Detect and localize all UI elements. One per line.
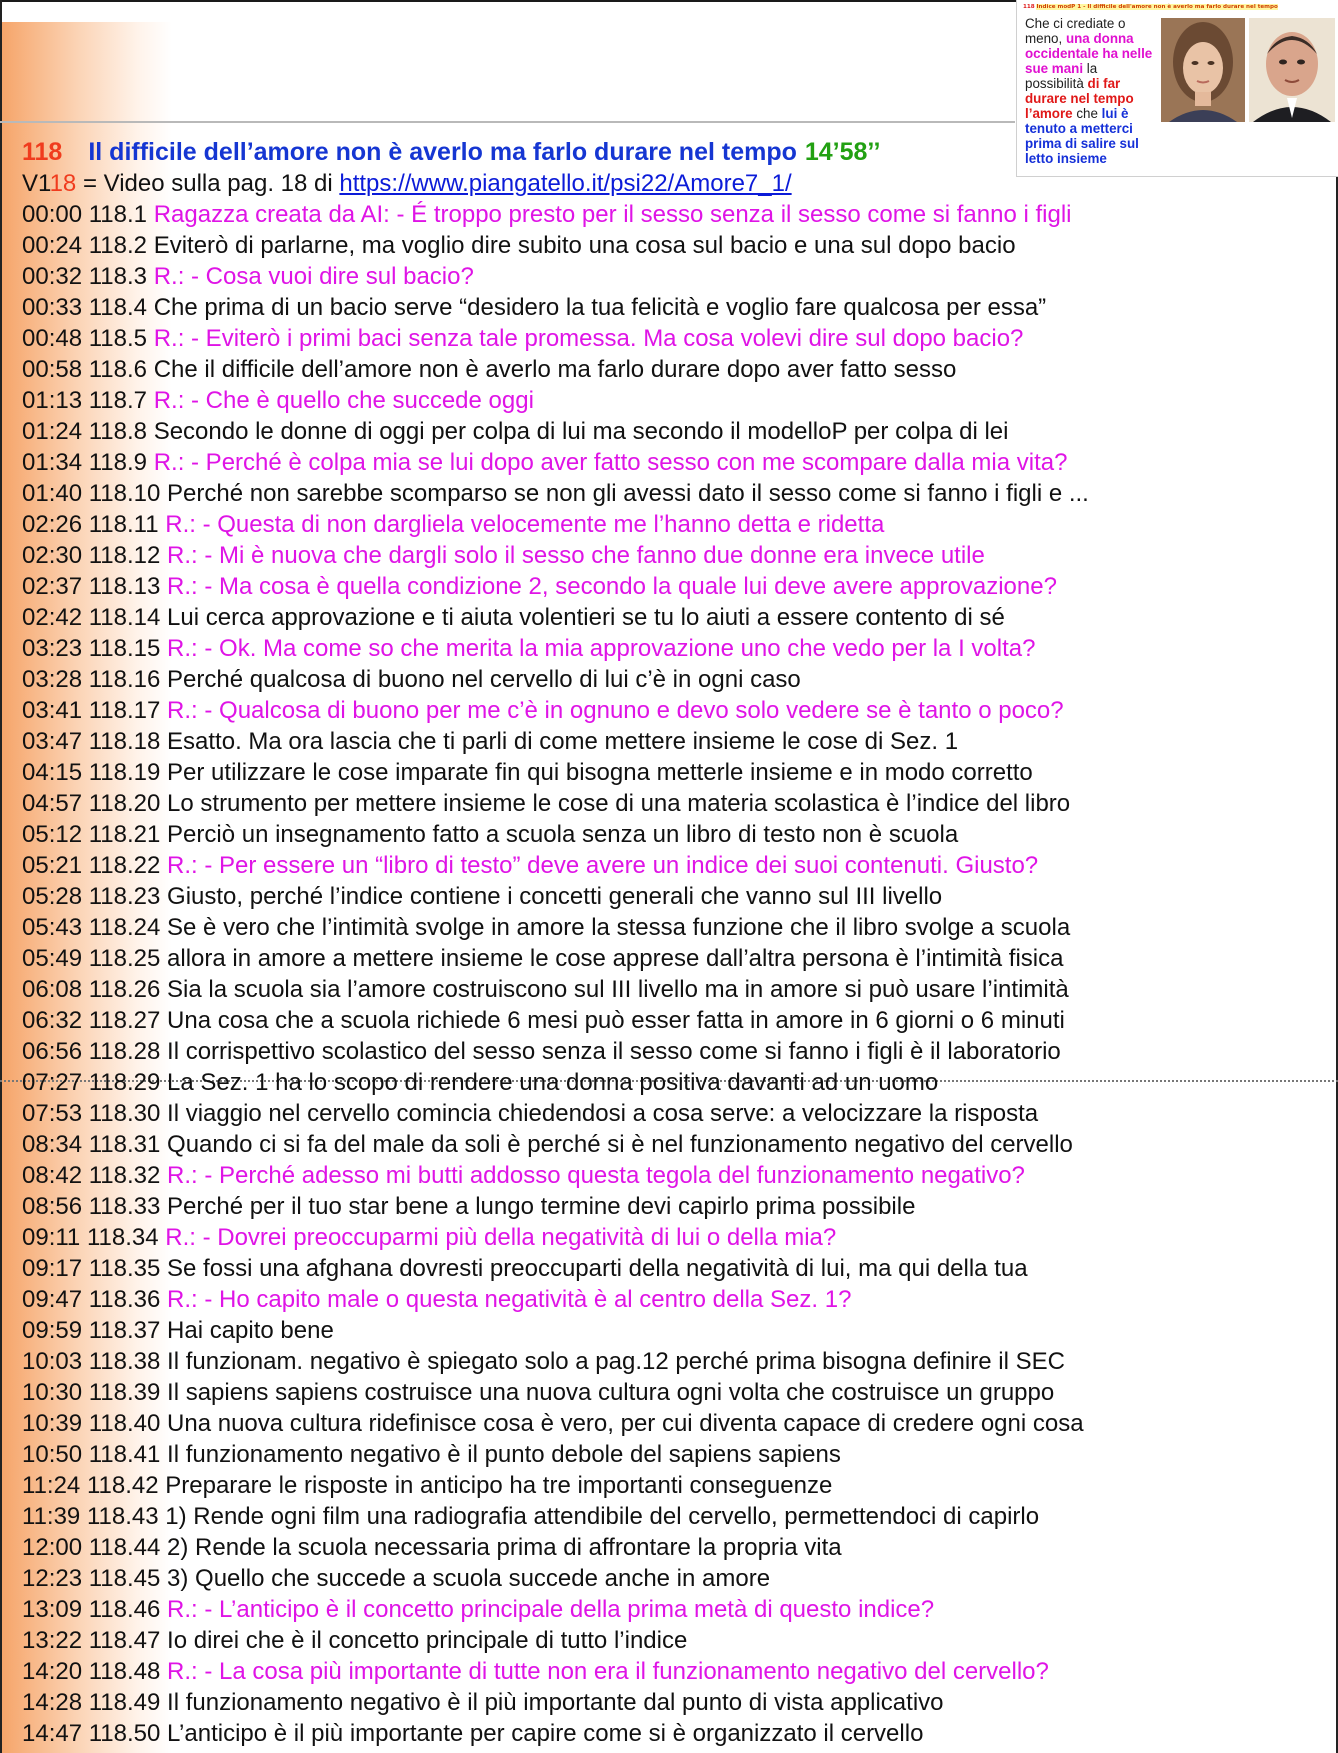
list-item	[22, 385, 1332, 416]
list-item	[22, 478, 1332, 509]
list-item	[22, 974, 1332, 1005]
entry-timestamp: 03:47	[22, 728, 83, 755]
entry-question-text: R.: - Ma cosa è quella condizione 2, secondo la quale lui deve avere approvazione?	[167, 573, 1057, 600]
entry-answer-text: allora in amore a mettere insieme le cose apprese dall’altra persona è l’intimità fisica	[167, 945, 1064, 972]
title-text: Il difficile dell’amore non è averlo ma farlo durare nel tempo	[88, 138, 797, 166]
title-number: 118	[22, 138, 63, 166]
list-item	[22, 323, 1332, 354]
entry-timestamp: 09:17	[22, 1255, 83, 1282]
list-item	[22, 850, 1332, 881]
entry-code: 118.48	[88, 1658, 161, 1685]
entry-code: 118.17	[88, 697, 161, 724]
list-item	[22, 819, 1332, 850]
entry-question-text: R.: - Perché adesso mi butti addosso questa tegola del funzionamento negativo?	[167, 1162, 1025, 1189]
entry-timestamp: 06:56	[22, 1038, 83, 1065]
entry-answer-text: Secondo le donne di oggi per colpa di lui ma secondo il modelloP per colpa di lei	[153, 418, 1009, 445]
entry-answer-text: Giusto, perché l’indice contiene i concetti generali che vanno sul III livello	[167, 883, 943, 910]
entry-code: 118.5	[88, 325, 148, 352]
list-item	[22, 354, 1332, 385]
list-item	[22, 509, 1332, 540]
entry-timestamp: 06:08	[22, 976, 83, 1003]
thumbnail-text-4: di far durare nel tempo l’amore	[1025, 76, 1134, 121]
entry-code: 118.24	[88, 914, 161, 941]
entry-timestamp: 02:42	[22, 604, 83, 631]
thumbnail-text-3: la possibilità	[1025, 61, 1098, 91]
entry-code: 118.10	[88, 480, 161, 507]
list-item	[22, 602, 1332, 633]
entry-answer-text: Che prima di un bacio serve “desidero la tua felicità e voglio fare qualcosa per essa”	[153, 294, 1047, 321]
woman-portrait	[1161, 18, 1245, 122]
entry-code: 118.40	[88, 1410, 161, 1437]
entry-answer-text: Eviterò di parlarne, ma voglio dire subito una cosa sul bacio e una sul dopo bacio	[153, 232, 1016, 259]
entry-answer-text: Sia la scuola sia l’amore costruiscono sul III livello ma in amore si può usare l’intimità	[167, 976, 1069, 1003]
entry-timestamp: 10:03	[22, 1348, 83, 1375]
list-item	[22, 1222, 1332, 1253]
entry-question-text: R.: - Per essere un “libro di testo” deve avere un indice dei suoi contenuti. Giusto?	[167, 852, 1039, 879]
list-item	[22, 881, 1332, 912]
entry-answer-text: Perciò un insegnamento fatto a scuola senza un libro di testo non è scuola	[167, 821, 959, 848]
list-item	[22, 1687, 1332, 1718]
entry-code: 118.9	[88, 449, 148, 476]
list-item	[22, 1501, 1332, 1532]
list-item	[22, 1594, 1332, 1625]
list-item	[22, 1191, 1332, 1222]
entry-code: 118.18	[88, 728, 161, 755]
entry-timestamp: 12:00	[22, 1534, 83, 1561]
entry-code: 118.23	[88, 883, 161, 910]
list-item	[22, 664, 1332, 695]
list-item	[22, 788, 1332, 819]
entry-timestamp: 03:41	[22, 697, 83, 724]
thumbnail-text-5: che	[1072, 106, 1102, 121]
thumbnail-header-number: 118	[1023, 4, 1035, 10]
entry-answer-text: L’anticipo è il più importante per capire come si è organizzato il cervello	[167, 1720, 924, 1747]
list-item	[22, 1439, 1332, 1470]
entry-timestamp: 10:30	[22, 1379, 83, 1406]
entry-code: 118.39	[88, 1379, 161, 1406]
list-item	[22, 1036, 1332, 1067]
list-item	[22, 726, 1332, 757]
video-page: 18	[280, 170, 308, 197]
entry-timestamp: 00:00	[22, 201, 83, 228]
list-item	[22, 943, 1332, 974]
list-item	[22, 1098, 1332, 1129]
entry-code: 118.36	[88, 1286, 161, 1313]
entry-timestamp: 11:39	[22, 1503, 81, 1530]
entry-question-text: R.: - La cosa più importante di tutte non era il funzionamento negativo del cervello?	[167, 1658, 1049, 1685]
entry-timestamp: 02:37	[22, 573, 83, 600]
entry-code: 118.30	[88, 1100, 161, 1127]
entry-code: 118.43	[86, 1503, 159, 1530]
entry-timestamp: 08:56	[22, 1193, 83, 1220]
entry-timestamp: 02:26	[22, 511, 83, 538]
entry-answer-text: Il corrispettivo scolastico del sesso senza il sesso come si fanno i figli è il laboratorio	[167, 1038, 1061, 1065]
entry-code: 118.35	[88, 1255, 161, 1282]
entry-timestamp: 00:33	[22, 294, 83, 321]
list-item	[22, 1656, 1332, 1687]
entry-timestamp: 00:58	[22, 356, 83, 383]
entry-code: 118.31	[88, 1131, 161, 1158]
entry-question-text: Ragazza creata da AI: - É troppo presto per il sesso senza il sesso come si fanno i figli	[153, 201, 1072, 228]
entry-timestamp: 01:13	[22, 387, 83, 414]
entry-timestamp: 14:20	[22, 1658, 83, 1685]
entry-code: 118.13	[88, 573, 161, 600]
entry-code: 118.20	[88, 790, 161, 817]
thumbnail-header-title: Indice modP 1 - Il difficile dell'amore non è averlo ma farlo durare nel tempo	[1036, 4, 1278, 10]
entry-code: 118.11	[88, 511, 159, 538]
video-of-text: di	[307, 170, 340, 197]
entry-answer-text: Che il difficile dell’amore non è averlo ma farlo durare dopo aver fatto sesso	[153, 356, 957, 383]
entry-answer-text: Una cosa che a scuola richiede 6 mesi può esser fatta in amore in 6 giorni o 6 minuti	[167, 1007, 1065, 1034]
entry-timestamp: 02:30	[22, 542, 83, 569]
list-item	[22, 1470, 1332, 1501]
entry-timestamp: 00:24	[22, 232, 83, 259]
entry-question-text: R.: - Ho capito male o questa negatività è al centro della Sez. 1?	[167, 1286, 852, 1313]
entry-timestamp: 04:57	[22, 790, 83, 817]
entry-answer-text: Perché qualcosa di buono nel cervello di lui c’è in ogni caso	[167, 666, 801, 693]
video-prefix: V1	[22, 170, 50, 197]
entry-answer-text: Lo strumento per mettere insieme le cose di una materia scolastica è l’indice del libro	[167, 790, 1071, 817]
list-item	[22, 757, 1332, 788]
entry-timestamp: 13:09	[22, 1596, 83, 1623]
entry-answer-text: Esatto. Ma ora lascia che ti parli di come mettere insieme le cose di Sez. 1	[167, 728, 959, 755]
entry-code: 118.14	[88, 604, 161, 631]
list-item	[22, 1563, 1332, 1594]
entry-timestamp: 08:34	[22, 1131, 83, 1158]
entry-code: 118.47	[88, 1627, 161, 1654]
entry-timestamp: 09:59	[22, 1317, 83, 1344]
entry-code: 118.49	[88, 1689, 161, 1716]
entry-timestamp: 01:34	[22, 449, 83, 476]
entry-code: 118.29	[88, 1069, 161, 1096]
header-divider	[0, 121, 1015, 123]
entry-answer-text: Il sapiens sapiens costruisce una nuova cultura ogni volta che costruisce un gruppo	[167, 1379, 1055, 1406]
entry-timestamp: 08:42	[22, 1162, 83, 1189]
entry-timestamp: 09:47	[22, 1286, 83, 1313]
entry-code: 118.4	[88, 294, 148, 321]
list-item	[22, 695, 1332, 726]
entry-answer-text: La Sez. 1 ha lo scopo di rendere una donna positiva davanti ad un uomo	[167, 1069, 939, 1096]
entry-answer-text: Una nuova cultura ridefinisce cosa è vero, per cui diventa capace di credere ogni cosa	[167, 1410, 1084, 1437]
list-item	[22, 1160, 1332, 1191]
entry-code: 118.44	[88, 1534, 161, 1561]
entry-timestamp: 01:24	[22, 418, 83, 445]
list-item	[22, 1346, 1332, 1377]
list-item	[22, 1067, 1332, 1098]
list-item	[22, 633, 1332, 664]
entry-timestamp: 05:28	[22, 883, 83, 910]
entry-question-text: R.: - Ok. Ma come so che merita la mia approvazione uno che vedo per la I volta?	[167, 635, 1036, 662]
entry-code: 118.32	[88, 1162, 161, 1189]
entry-question-text: R.: - L’anticipo è il concetto principale della prima metà di questo indice?	[167, 1596, 935, 1623]
entry-timestamp: 13:22	[22, 1627, 83, 1654]
entry-code: 118.41	[88, 1441, 161, 1468]
list-item	[22, 1129, 1332, 1160]
entry-code: 118.25	[88, 945, 161, 972]
entry-timestamp: 10:39	[22, 1410, 83, 1437]
list-item	[22, 230, 1332, 261]
entry-answer-text: Se fossi una afghana dovresti preoccuparti della negatività di lui, ma qui della tua	[167, 1255, 1028, 1282]
entry-answer-text: Quando ci si fa del male da soli è perché si è nel funzionamento negativo del cervello	[167, 1131, 1073, 1158]
list-item	[22, 571, 1332, 602]
entry-timestamp: 03:23	[22, 635, 83, 662]
entry-code: 118.37	[88, 1317, 161, 1344]
entry-code: 118.38	[88, 1348, 161, 1375]
list-item	[22, 261, 1332, 292]
video-reference	[22, 168, 792, 199]
entry-code: 118.45	[88, 1565, 161, 1592]
list-item	[22, 1253, 1332, 1284]
thumbnail-text-2: una donna occidentale ha nelle sue mani	[1025, 31, 1153, 76]
list-item	[22, 912, 1332, 943]
entry-list	[22, 199, 1332, 1749]
entry-timestamp: 05:21	[22, 852, 83, 879]
entry-code: 118.26	[88, 976, 161, 1003]
thumbnail-header	[1023, 2, 1335, 13]
video-middle-text: = Video sulla pag.	[76, 170, 281, 197]
entry-code: 118.46	[88, 1596, 161, 1623]
video-thumbnail[interactable]	[1016, 0, 1338, 177]
entry-code: 118.6	[88, 356, 148, 383]
entry-code: 118.21	[88, 821, 161, 848]
entry-code: 118.15	[88, 635, 161, 662]
entry-timestamp: 07:27	[22, 1069, 83, 1096]
entry-answer-text: Preparare le risposte in anticipo ha tre importanti conseguenze	[165, 1472, 833, 1499]
title-duration: 14’58’’	[804, 138, 881, 166]
list-item	[22, 1625, 1332, 1656]
entry-timestamp: 11:24	[22, 1472, 81, 1499]
entry-code: 118.3	[88, 263, 148, 290]
list-item	[22, 540, 1332, 571]
list-item	[22, 199, 1332, 230]
entry-timestamp: 06:32	[22, 1007, 83, 1034]
list-item	[22, 1005, 1332, 1036]
thumbnail-caption	[1025, 16, 1155, 166]
entry-timestamp: 09:11	[22, 1224, 81, 1251]
entry-question-text: R.: - Che è quello che succede oggi	[153, 387, 534, 414]
entry-timestamp: 12:23	[22, 1565, 83, 1592]
entry-timestamp: 14:28	[22, 1689, 83, 1716]
thumbnail-text-6: lui è tenuto a metterci prima di salire sul letto insieme	[1025, 106, 1139, 166]
list-item	[22, 1284, 1332, 1315]
entry-timestamp: 00:32	[22, 263, 83, 290]
entry-code: 118.8	[88, 418, 148, 445]
entry-code: 118.27	[88, 1007, 161, 1034]
entry-timestamp: 05:43	[22, 914, 83, 941]
entry-answer-text: Il funzionamento negativo è il più importante dal punto di vista applicativo	[167, 1689, 944, 1716]
entry-question-text: R.: - Eviterò i primi baci senza tale promessa. Ma cosa volevi dire sul dopo bacio?	[153, 325, 1024, 352]
entry-answer-text: Se è vero che l’intimità svolge in amore la stessa funzione che il libro svolge a scuola	[167, 914, 1071, 941]
entry-code: 118.1	[88, 201, 148, 228]
index-title	[22, 137, 1022, 168]
entry-answer-text: Il viaggio nel cervello comincia chiedendosi a cosa serve: a velocizzare la risposta	[167, 1100, 1039, 1127]
list-item	[22, 1532, 1332, 1563]
entry-code: 118.50	[88, 1720, 161, 1747]
entry-code: 118.42	[86, 1472, 159, 1499]
entry-code: 118.33	[88, 1193, 161, 1220]
entry-answer-text: Perché non sarebbe scomparso se non gli avessi dato il sesso come si fanno i figli e ...	[167, 480, 1089, 507]
list-item	[22, 1718, 1332, 1749]
entry-timestamp: 00:48	[22, 325, 83, 352]
entry-code: 118.16	[88, 666, 161, 693]
entry-timestamp: 04:15	[22, 759, 83, 786]
video-number: 18	[49, 170, 77, 197]
entry-timestamp: 03:28	[22, 666, 83, 693]
list-item	[22, 1377, 1332, 1408]
entry-answer-text: Per utilizzare le cose imparate fin qui bisogna metterle insieme e in modo corretto	[167, 759, 1033, 786]
entry-answer-text: Il funzionamento negativo è il punto debole del sapiens sapiens	[167, 1441, 841, 1468]
entry-answer-text: Io direi che è il concetto principale di tutto l’indice	[167, 1627, 688, 1654]
entry-code: 118.22	[88, 852, 161, 879]
entry-answer-text: Perché per il tuo star bene a lungo termine devi capirlo prima possibile	[167, 1193, 916, 1220]
entry-answer-text: 1) Rende ogni film una radiografia attendibile del cervello, permettendoci di capirlo	[165, 1503, 1040, 1530]
entry-answer-text: Hai capito bene	[167, 1317, 334, 1344]
entry-answer-text: 3) Quello che succede a scuola succede anche in amore	[167, 1565, 771, 1592]
list-item	[22, 292, 1332, 323]
entry-code: 118.19	[88, 759, 161, 786]
entry-timestamp: 01:40	[22, 480, 83, 507]
entry-question-text: R.: - Dovrei preoccuparmi più della negatività di lui o della mia?	[165, 1224, 837, 1251]
entry-timestamp: 05:12	[22, 821, 83, 848]
entry-code: 118.7	[88, 387, 148, 414]
entry-answer-text: Lui cerca approvazione e ti aiuta volentieri se tu lo aiuti a essere contento di sé	[167, 604, 1005, 631]
video-url-link[interactable]: https://www.piangatello.it/psi22/Amore7_1/	[339, 170, 792, 197]
entry-timestamp: 07:53	[22, 1100, 83, 1127]
entry-question-text: R.: - Mi è nuova che dargli solo il sesso che fanno due donne era invece utile	[167, 542, 985, 569]
entry-timestamp: 14:47	[22, 1720, 83, 1747]
entry-code: 118.28	[88, 1038, 161, 1065]
entry-question-text: R.: - Perché è colpa mia se lui dopo aver fatto sesso con me scompare dalla mia vita?	[153, 449, 1068, 476]
list-item	[22, 1315, 1332, 1346]
entry-timestamp: 10:50	[22, 1441, 83, 1468]
list-item	[22, 416, 1332, 447]
entry-code: 118.12	[88, 542, 161, 569]
entry-question-text: R.: - Cosa vuoi dire sul bacio?	[153, 263, 474, 290]
entry-code: 118.34	[86, 1224, 159, 1251]
entry-answer-text: 2) Rende la scuola necessaria prima di affrontare la propria vita	[167, 1534, 842, 1561]
entry-question-text: R.: - Questa di non dargliela velocemente me l’hanno detta e ridetta	[165, 511, 885, 538]
list-item	[22, 447, 1332, 478]
thumbnail-text-1: Che ci crediate o meno,	[1025, 16, 1126, 46]
man-portrait	[1249, 18, 1335, 122]
entry-code: 118.2	[88, 232, 148, 259]
entry-timestamp: 05:49	[22, 945, 83, 972]
entry-answer-text: Il funzionam. negativo è spiegato solo a pag.12 perché prima bisogna definire il SEC	[167, 1348, 1065, 1375]
list-item	[22, 1408, 1332, 1439]
entry-question-text: R.: - Qualcosa di buono per me c’è in ognuno e devo solo vedere se è tanto o poco?	[167, 697, 1064, 724]
